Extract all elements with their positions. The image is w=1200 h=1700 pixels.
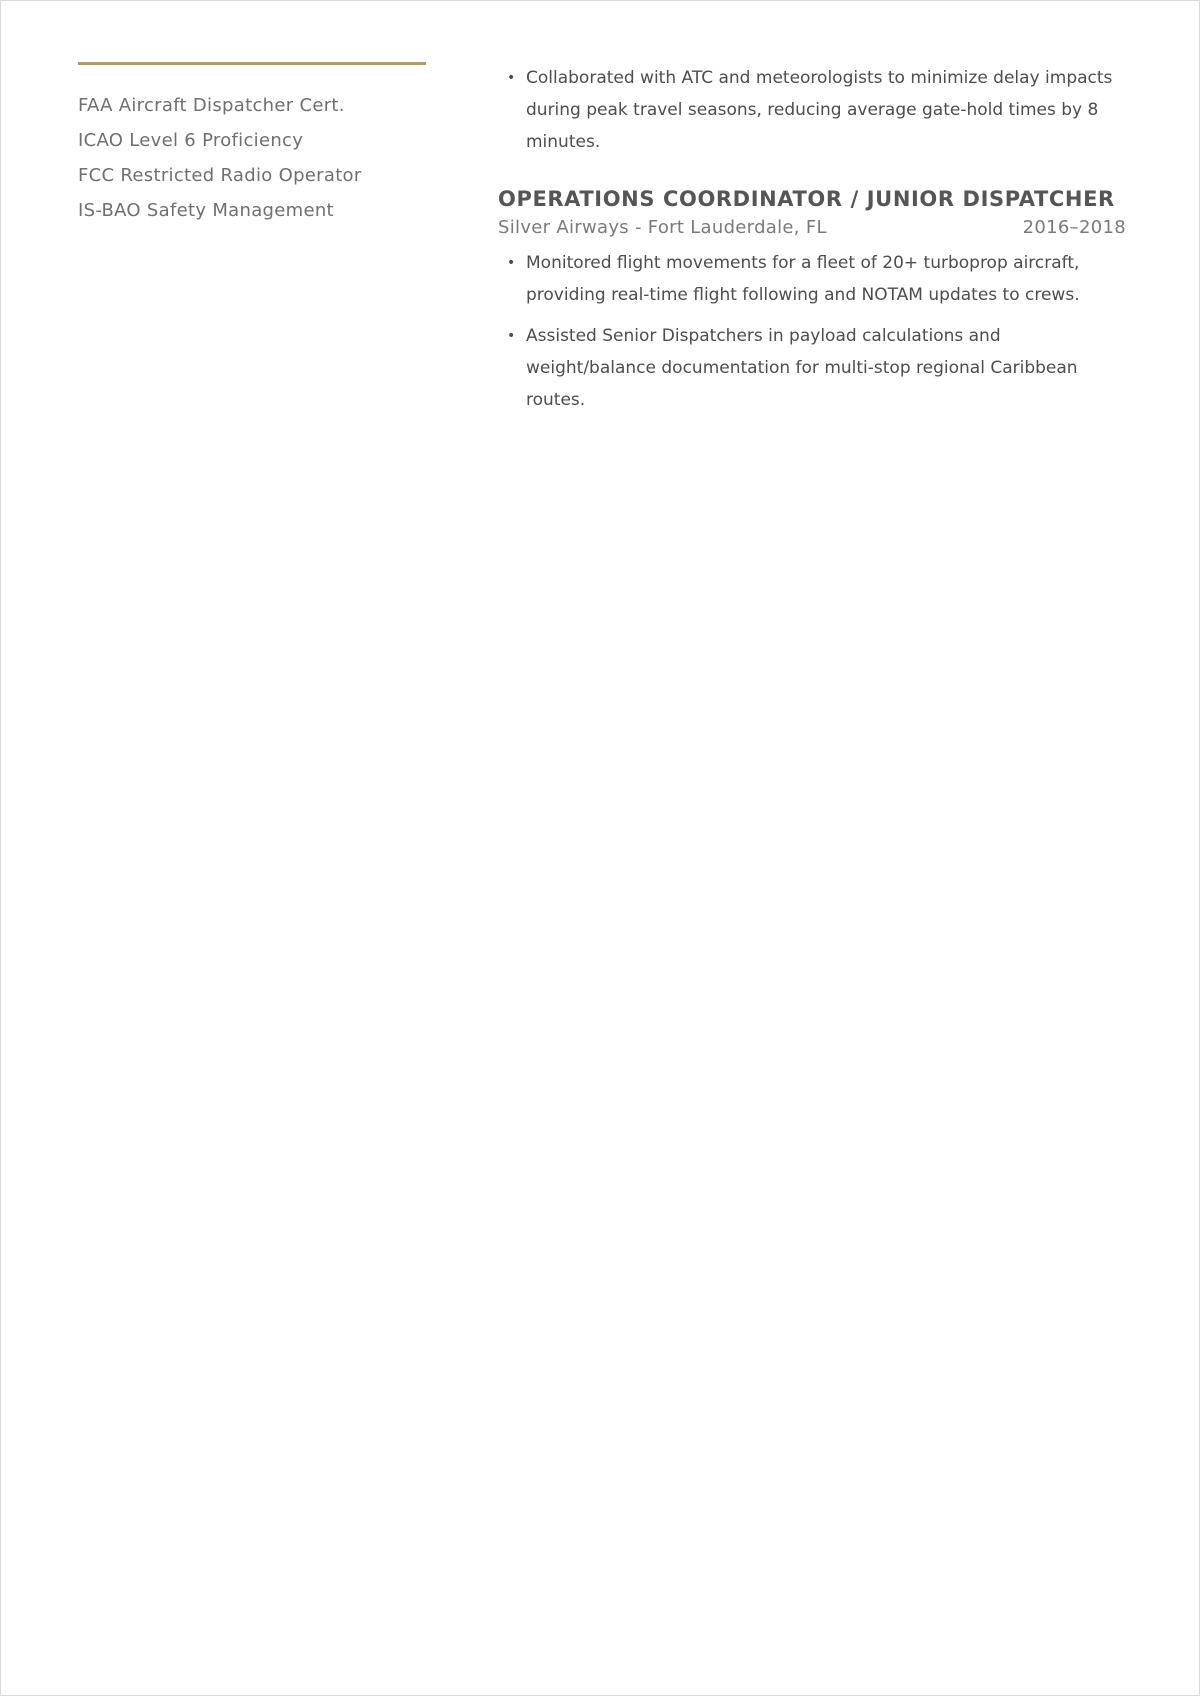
job-title: OPERATIONS COORDINATOR / JUNIOR DISPATCHER	[498, 187, 1115, 211]
bullet-text: Assisted Senior Dispatchers in payload calculations and weight/balance documentation for multi-stop regional Caribbean routes.	[526, 326, 1078, 410]
job-company-location: Silver Airways - Fort Lauderdale, FL	[498, 217, 827, 238]
bullet-text: Monitored flight movements for a fleet of 20+ turboprop aircraft, providing real-time flight following and NOTAM updates to crews.	[526, 253, 1080, 305]
job-bullets	[498, 247, 1126, 416]
sidebar-column	[78, 62, 426, 233]
certification-item: FCC Restricted Radio Operator	[78, 165, 362, 186]
experience-column	[498, 62, 1126, 425]
job-dates: 2016–2018	[1022, 217, 1126, 238]
bullet-icon: •	[507, 70, 516, 86]
job-meta	[498, 215, 1126, 241]
bullet-icon: •	[507, 255, 516, 271]
bullet-item	[498, 320, 1126, 416]
job-entry	[498, 185, 1126, 416]
certification-item: FAA Aircraft Dispatcher Cert.	[78, 95, 345, 116]
previous-job-bullets	[498, 62, 1126, 158]
bullet-text: Collaborated with ATC and meteorologists to minimize delay impacts during peak travel seasons, reducing average gate-hold times by 8 minutes.	[526, 68, 1113, 152]
certification-item: ICAO Level 6 Proficiency	[78, 130, 304, 151]
section-divider	[78, 62, 426, 65]
certification-item: IS-BAO Safety Management	[78, 200, 334, 221]
bullet-item	[498, 62, 1126, 158]
bullet-icon: •	[507, 328, 516, 344]
certifications-list	[78, 93, 426, 224]
bullet-item	[498, 247, 1126, 311]
